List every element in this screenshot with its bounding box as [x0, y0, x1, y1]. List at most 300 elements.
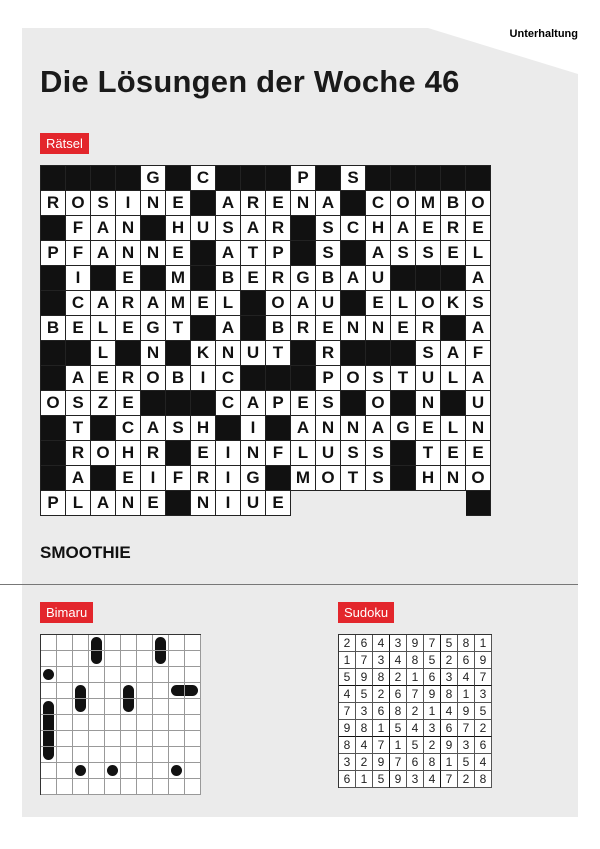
crossword-letter-cell: E: [441, 241, 466, 266]
bimaru-cell: [185, 667, 201, 683]
crossword-letter-cell: U: [316, 291, 341, 316]
crossword-letter-cell: F: [66, 241, 91, 266]
ship-segment-v-mid: [43, 731, 54, 746]
crossword-letter-cell: L: [441, 416, 466, 441]
sudoku-cell: 7: [475, 669, 492, 686]
crossword-letter-cell: S: [366, 466, 391, 491]
crossword-letter-cell: A: [216, 316, 241, 341]
bimaru-cell: [73, 731, 89, 747]
crossword-letter-cell: L: [66, 491, 91, 516]
crossword-letter-cell: G: [241, 466, 266, 491]
crossword-letter-cell: B: [266, 316, 291, 341]
bimaru-cell: [41, 651, 57, 667]
bimaru-cell: [41, 635, 57, 651]
crossword-black-cell: [316, 166, 341, 191]
crossword-letter-cell: O: [266, 291, 291, 316]
crossword-letter-cell: A: [216, 241, 241, 266]
sudoku-cell: 7: [390, 754, 407, 771]
sudoku-cell: 7: [373, 737, 390, 754]
crossword-letter-cell: I: [216, 441, 241, 466]
crossword-letter-cell: P: [266, 241, 291, 266]
crossword-black-cell: [441, 391, 466, 416]
sudoku-cell: 7: [441, 771, 458, 788]
sudoku-cell: 9: [441, 737, 458, 754]
crossword-letter-cell: H: [416, 466, 441, 491]
sudoku-cell: 3: [424, 720, 441, 737]
sudoku-cell: 5: [475, 703, 492, 720]
crossword-letter-cell: N: [291, 191, 316, 216]
ship-segment-sub: [43, 669, 54, 680]
crossword-black-cell: [41, 366, 66, 391]
sudoku-cell: 2: [475, 720, 492, 737]
crossword-label: Rätsel: [40, 133, 89, 154]
crossword-letter-cell: I: [116, 191, 141, 216]
crossword-letter-cell: S: [66, 391, 91, 416]
crossword-letter-cell: E: [116, 266, 141, 291]
bimaru-cell: [137, 779, 153, 795]
crossword-letter-cell: O: [91, 441, 116, 466]
crossword-letter-cell: A: [141, 291, 166, 316]
sudoku-cell: 8: [475, 771, 492, 788]
crossword-letter-cell: O: [416, 291, 441, 316]
crossword-letter-cell: T: [266, 341, 291, 366]
crossword-letter-cell: P: [291, 166, 316, 191]
crossword-letter-cell: N: [141, 241, 166, 266]
crossword-letter-cell: E: [266, 491, 291, 516]
bimaru-cell: [121, 747, 137, 763]
ship-segment-sub: [171, 765, 182, 776]
bimaru-cell: [89, 667, 105, 683]
crossword-letter-cell: A: [91, 241, 116, 266]
sudoku-cell: 5: [356, 686, 373, 703]
bimaru-cell: [89, 651, 105, 667]
sudoku-cell: 3: [390, 635, 407, 652]
crossword-letter-cell: A: [366, 241, 391, 266]
bimaru-cell: [89, 699, 105, 715]
bimaru-cell: [153, 763, 169, 779]
crossword-letter-cell: E: [116, 466, 141, 491]
crossword-letter-cell: P: [266, 391, 291, 416]
crossword-letter-cell: L: [291, 441, 316, 466]
ship-segment-h-right: [185, 685, 198, 696]
sudoku-cell: 5: [390, 720, 407, 737]
bimaru-cell: [41, 763, 57, 779]
crossword-letter-cell: I: [216, 466, 241, 491]
bimaru-cell: [57, 779, 73, 795]
crossword-letter-cell: H: [116, 441, 141, 466]
bimaru-cell: [169, 731, 185, 747]
crossword-letter-cell: E: [141, 491, 166, 516]
crossword-black-cell: [266, 366, 291, 391]
bimaru-cell: [121, 651, 137, 667]
sudoku-cell: 8: [458, 635, 475, 652]
crossword-letter-cell: A: [216, 191, 241, 216]
bimaru-cell: [169, 715, 185, 731]
crossword-letter-cell: R: [316, 341, 341, 366]
crossword-black-cell: [391, 266, 416, 291]
crossword-letter-cell: E: [66, 316, 91, 341]
crossword-letter-cell: U: [366, 266, 391, 291]
crossword-letter-cell: C: [66, 291, 91, 316]
bimaru-cell: [169, 667, 185, 683]
crossword-letter-cell: R: [241, 191, 266, 216]
crossword-black-cell: [391, 166, 416, 191]
crossword-letter-cell: S: [166, 416, 191, 441]
crossword-letter-cell: R: [116, 291, 141, 316]
sudoku-cell: 8: [356, 720, 373, 737]
sudoku-cell: 7: [356, 652, 373, 669]
crossword-black-cell: [41, 466, 66, 491]
crossword-letter-cell: E: [466, 216, 491, 241]
crossword-letter-cell: R: [141, 441, 166, 466]
bimaru-cell: [121, 635, 137, 651]
crossword-letter-cell: A: [466, 366, 491, 391]
crossword-letter-cell: S: [341, 166, 366, 191]
bimaru-cell: [153, 699, 169, 715]
crossword-black-cell: [41, 291, 66, 316]
sudoku-cell: 6: [339, 771, 356, 788]
crossword-letter-cell: E: [466, 441, 491, 466]
crossword-letter-cell: N: [341, 416, 366, 441]
crossword-letter-cell: A: [91, 216, 116, 241]
sudoku-cell: 4: [407, 720, 424, 737]
section-tag: Unterhaltung: [509, 28, 578, 40]
crossword-letter-cell: E: [316, 316, 341, 341]
crossword-letter-cell: E: [241, 266, 266, 291]
sudoku-cell: 2: [373, 686, 390, 703]
page-title: Die Lösungen der Woche 46: [40, 64, 460, 99]
sudoku-cell: 9: [339, 720, 356, 737]
crossword-black-cell: [91, 466, 116, 491]
bimaru-cell: [153, 715, 169, 731]
crossword-letter-cell: C: [216, 366, 241, 391]
crossword-black-cell: [216, 166, 241, 191]
crossword-black-cell: [41, 441, 66, 466]
sudoku-cell: 2: [407, 703, 424, 720]
ship-segment-v-bot: [155, 651, 166, 664]
crossword-black-cell: [41, 266, 66, 291]
sudoku-cell: 8: [441, 686, 458, 703]
sudoku-cell: 1: [390, 737, 407, 754]
crossword-letter-cell: O: [466, 191, 491, 216]
crossword-black-cell: [391, 391, 416, 416]
crossword-black-cell: [216, 416, 241, 441]
crossword-black-cell: [91, 416, 116, 441]
crossword-letter-cell: A: [466, 316, 491, 341]
bimaru-cell: [73, 683, 89, 699]
crossword-letter-cell: A: [291, 416, 316, 441]
bimaru-cell: [185, 683, 201, 699]
crossword-black-cell: [91, 166, 116, 191]
sudoku-cell: 9: [475, 652, 492, 669]
sudoku-cell: 1: [373, 720, 390, 737]
sudoku-cell: 6: [390, 686, 407, 703]
crossword-black-cell: [441, 166, 466, 191]
bimaru-label: Bimaru: [40, 602, 93, 623]
crossword-letter-cell: S: [391, 241, 416, 266]
bimaru-cell: [73, 747, 89, 763]
crossword-black-cell: [291, 241, 316, 266]
crossword-empty-area: [316, 491, 341, 516]
crossword-letter-cell: S: [416, 241, 441, 266]
crossword-black-cell: [466, 166, 491, 191]
crossword-letter-cell: O: [466, 466, 491, 491]
sudoku-cell: 4: [339, 686, 356, 703]
sudoku-cell: 5: [458, 754, 475, 771]
sudoku-cell: 6: [373, 703, 390, 720]
crossword-black-cell: [341, 191, 366, 216]
sudoku-cell: 6: [441, 720, 458, 737]
section-divider: [0, 584, 578, 585]
crossword-letter-cell: C: [341, 216, 366, 241]
bimaru-cell: [41, 699, 57, 715]
bimaru-cell: [169, 763, 185, 779]
sudoku-cell: 8: [424, 754, 441, 771]
crossword-letter-cell: T: [66, 416, 91, 441]
crossword-letter-cell: T: [341, 466, 366, 491]
crossword-black-cell: [291, 366, 316, 391]
sudoku-cell: 2: [356, 754, 373, 771]
bimaru-cell: [137, 747, 153, 763]
crossword-letter-cell: O: [41, 391, 66, 416]
sudoku-cell: 3: [407, 771, 424, 788]
bimaru-cell: [41, 731, 57, 747]
crossword-letter-cell: B: [316, 266, 341, 291]
crossword-black-cell: [191, 391, 216, 416]
crossword-empty-area: [391, 491, 416, 516]
ship-segment-v-top: [43, 701, 54, 714]
ship-segment-v-bot: [75, 699, 86, 712]
crossword-letter-cell: S: [416, 341, 441, 366]
crossword-black-cell: [341, 341, 366, 366]
bimaru-cell: [73, 651, 89, 667]
crossword-letter-cell: E: [91, 366, 116, 391]
crossword-letter-cell: A: [291, 291, 316, 316]
crossword-letter-cell: E: [116, 316, 141, 341]
bimaru-cell: [137, 731, 153, 747]
crossword-black-cell: [41, 341, 66, 366]
crossword-letter-cell: E: [191, 291, 216, 316]
ship-segment-v-bot: [43, 747, 54, 760]
crossword-letter-cell: A: [466, 266, 491, 291]
crossword-letter-cell: M: [291, 466, 316, 491]
crossword-black-cell: [141, 266, 166, 291]
bimaru-cell: [137, 651, 153, 667]
bimaru-cell: [105, 731, 121, 747]
crossword-letter-cell: O: [66, 191, 91, 216]
crossword-letter-cell: R: [191, 466, 216, 491]
crossword-letter-cell: O: [141, 366, 166, 391]
bimaru-cell: [153, 683, 169, 699]
bimaru-cell: [41, 715, 57, 731]
sudoku-cell: 4: [356, 737, 373, 754]
sudoku-cell: 8: [339, 737, 356, 754]
crossword-letter-cell: P: [41, 491, 66, 516]
crossword-black-cell: [41, 216, 66, 241]
crossword-black-cell: [441, 316, 466, 341]
bimaru-cell: [73, 715, 89, 731]
crossword-letter-cell: E: [416, 416, 441, 441]
crossword-letter-cell: U: [466, 391, 491, 416]
crossword-letter-cell: L: [91, 316, 116, 341]
bimaru-cell: [153, 667, 169, 683]
crossword-empty-area: [366, 491, 391, 516]
crossword-letter-cell: S: [216, 216, 241, 241]
crossword-letter-cell: A: [316, 191, 341, 216]
bimaru-cell: [57, 747, 73, 763]
bimaru-cell: [121, 763, 137, 779]
crossword-letter-cell: U: [416, 366, 441, 391]
sudoku-cell: 2: [390, 669, 407, 686]
crossword-letter-cell: G: [291, 266, 316, 291]
crossword-letter-cell: C: [191, 166, 216, 191]
bimaru-cell: [89, 747, 105, 763]
crossword-letter-cell: O: [366, 391, 391, 416]
crossword-letter-cell: E: [266, 191, 291, 216]
crossword-letter-cell: A: [66, 366, 91, 391]
sudoku-cell: 4: [441, 703, 458, 720]
crossword-letter-cell: E: [191, 441, 216, 466]
bimaru-cell: [169, 651, 185, 667]
crossword-letter-cell: E: [366, 291, 391, 316]
sudoku-cell: 6: [475, 737, 492, 754]
crossword-empty-area: [441, 491, 466, 516]
bimaru-cell: [57, 667, 73, 683]
crossword-letter-cell: N: [316, 416, 341, 441]
crossword-letter-cell: I: [66, 266, 91, 291]
crossword-letter-cell: A: [91, 491, 116, 516]
crossword-black-cell: [241, 316, 266, 341]
bimaru-cell: [89, 763, 105, 779]
crossword-letter-cell: U: [191, 216, 216, 241]
crossword-letter-cell: S: [316, 216, 341, 241]
sudoku-cell: 6: [458, 652, 475, 669]
bimaru-cell: [73, 763, 89, 779]
crossword-letter-cell: N: [341, 316, 366, 341]
crossword-letter-cell: L: [391, 291, 416, 316]
sudoku-cell: 4: [475, 754, 492, 771]
crossword-black-cell: [341, 391, 366, 416]
bimaru-cell: [137, 763, 153, 779]
crossword-letter-cell: N: [141, 341, 166, 366]
sudoku-cell: 3: [356, 703, 373, 720]
crossword-letter-cell: P: [41, 241, 66, 266]
bimaru-cell: [137, 699, 153, 715]
bimaru-cell: [57, 699, 73, 715]
crossword-black-cell: [391, 466, 416, 491]
sudoku-cell: 4: [373, 635, 390, 652]
sudoku-cell: 1: [475, 635, 492, 652]
crossword-letter-cell: N: [191, 491, 216, 516]
crossword-black-cell: [241, 366, 266, 391]
crossword-black-cell: [141, 391, 166, 416]
bimaru-cell: [57, 715, 73, 731]
sudoku-cell: 4: [458, 669, 475, 686]
crossword-letter-cell: T: [391, 366, 416, 391]
bimaru-cell: [89, 683, 105, 699]
crossword-letter-cell: S: [316, 241, 341, 266]
bimaru-cell: [89, 731, 105, 747]
bimaru-cell: [153, 651, 169, 667]
sudoku-cell: 6: [356, 635, 373, 652]
crossword-letter-cell: F: [166, 466, 191, 491]
sudoku-cell: 6: [407, 754, 424, 771]
crossword-black-cell: [291, 341, 316, 366]
bimaru-cell: [153, 731, 169, 747]
sudoku-cell: 4: [390, 652, 407, 669]
bimaru-cell: [137, 635, 153, 651]
sudoku-cell: 8: [390, 703, 407, 720]
crossword-black-cell: [141, 216, 166, 241]
sudoku-cell: 9: [390, 771, 407, 788]
crossword-letter-cell: A: [141, 416, 166, 441]
bimaru-cell: [73, 667, 89, 683]
crossword-letter-cell: B: [441, 191, 466, 216]
bimaru-cell: [185, 715, 201, 731]
crossword-letter-cell: B: [216, 266, 241, 291]
sudoku-label: Sudoku: [338, 602, 394, 623]
bimaru-cell: [121, 667, 137, 683]
bimaru-cell: [137, 667, 153, 683]
sudoku-cell: 2: [424, 737, 441, 754]
ship-segment-v-top: [155, 637, 166, 650]
bimaru-cell: [185, 763, 201, 779]
crossword-letter-cell: H: [166, 216, 191, 241]
bimaru-cell: [153, 779, 169, 795]
bimaru-cell: [105, 683, 121, 699]
crossword-letter-cell: T: [241, 241, 266, 266]
bimaru-cell: [89, 635, 105, 651]
crossword-letter-cell: R: [266, 216, 291, 241]
bimaru-cell: [169, 699, 185, 715]
crossword-letter-cell: G: [141, 166, 166, 191]
bimaru-cell: [137, 683, 153, 699]
crossword-letter-cell: A: [66, 466, 91, 491]
crossword-black-cell: [91, 266, 116, 291]
bimaru-cell: [57, 683, 73, 699]
crossword-letter-cell: N: [141, 191, 166, 216]
crossword-black-cell: [466, 491, 491, 516]
crossword-letter-cell: A: [241, 216, 266, 241]
crossword-black-cell: [66, 166, 91, 191]
crossword-black-cell: [66, 341, 91, 366]
sudoku-cell: 2: [441, 652, 458, 669]
crossword-black-cell: [191, 316, 216, 341]
sudoku-cell: 1: [339, 652, 356, 669]
crossword-letter-cell: A: [391, 216, 416, 241]
bimaru-cell: [57, 635, 73, 651]
crossword-black-cell: [341, 291, 366, 316]
sudoku-cell: 3: [458, 737, 475, 754]
bimaru-cell: [153, 635, 169, 651]
crossword-letter-cell: L: [91, 341, 116, 366]
crossword-letter-cell: N: [216, 341, 241, 366]
crossword-letter-cell: I: [216, 491, 241, 516]
ship-segment-v-bot: [91, 651, 102, 664]
crossword-letter-cell: R: [116, 366, 141, 391]
ship-segment-sub: [107, 765, 118, 776]
sudoku-cell: 1: [441, 754, 458, 771]
crossword-black-cell: [116, 166, 141, 191]
crossword-black-cell: [266, 466, 291, 491]
crossword-letter-cell: N: [241, 441, 266, 466]
bimaru-cell: [185, 779, 201, 795]
sudoku-cell: 7: [407, 686, 424, 703]
crossword-letter-cell: E: [391, 316, 416, 341]
crossword-letter-cell: E: [291, 391, 316, 416]
crossword-letter-cell: F: [266, 441, 291, 466]
sudoku-cell: 9: [424, 686, 441, 703]
